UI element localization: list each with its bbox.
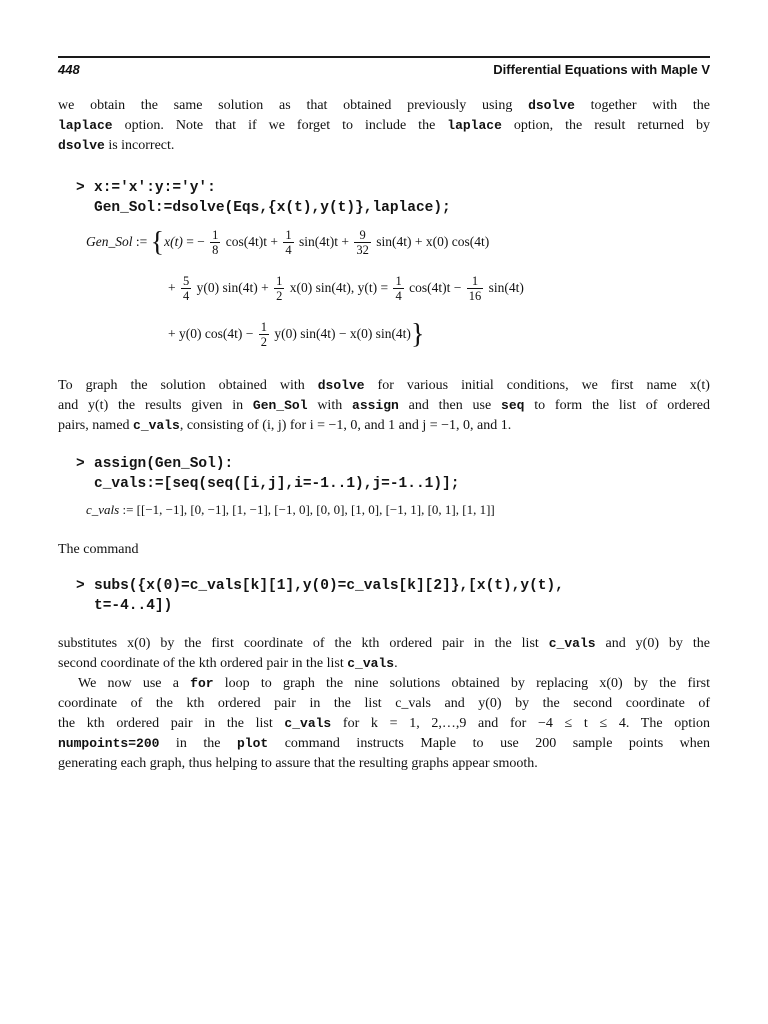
text-run: and y(0) by the <box>595 636 710 651</box>
fraction <box>283 228 293 258</box>
text-line: generating each graph, thus helping to assure that the resulting graphs appear smooth. <box>58 756 538 771</box>
command-line: subs({x(0)=c_vals[k][1],y(0)=c_vals[k][2]},[x(t),y(t), <box>94 578 564 594</box>
denominator: 2 <box>260 335 267 350</box>
text-line: coordinate of the kth ordered pair in the list c_vals and y(0) by the second coordinate of <box>58 696 710 711</box>
text-run: in the <box>159 736 237 751</box>
inline-code: c_vals <box>548 636 596 651</box>
numerator: 1 <box>395 274 402 288</box>
text-line <box>58 734 710 754</box>
gen-sol-row-1 <box>86 228 489 258</box>
paragraph-intro <box>58 96 710 156</box>
denominator: 4 <box>285 243 292 258</box>
text-run: for k = 1, 2,…,9 and for −4 ≤ t ≤ 4. The option <box>331 716 711 731</box>
text-run: second coordinate of the kth ordered pair in the list <box>58 656 348 671</box>
maple-prompt: > <box>76 456 85 472</box>
numerator: 1 <box>471 274 479 288</box>
numerator: 9 <box>359 228 366 242</box>
denominator: 4 <box>395 289 402 304</box>
running-title: Differential Equations with Maple V <box>493 62 710 77</box>
numerator: 1 <box>276 274 283 288</box>
command-line: Gen_Sol:=dsolve(Eqs,{x(t),y(t)},laplace); <box>94 200 451 216</box>
output-lhs: c_vals <box>86 502 120 517</box>
text-run: is incorrect. <box>104 138 175 153</box>
text-run: together with the <box>574 98 710 113</box>
close-brace: } <box>410 318 425 350</box>
text-run: option. Note that if we forget to include the <box>112 118 448 133</box>
text-run: command instructs Maple to use 200 sample points when <box>268 736 710 751</box>
text-line <box>58 634 710 654</box>
gen-sol-row-2 <box>168 274 524 304</box>
command-line: assign(Gen_Sol): <box>94 456 234 472</box>
inline-code: plot <box>236 736 269 751</box>
maple-prompt: > <box>76 180 85 196</box>
text-line <box>58 654 710 674</box>
math-term: sin(4t) + x(0) cos(4t) <box>376 233 490 249</box>
paragraph-graph-solution <box>58 376 710 436</box>
text-line <box>58 376 710 396</box>
inline-code: dsolve <box>58 138 105 153</box>
fraction <box>181 274 191 304</box>
math-term: + <box>168 279 176 295</box>
output-lhs: Gen_Sol <box>86 233 133 249</box>
maple-command-1 <box>76 178 451 218</box>
numerator: 1 <box>285 228 292 242</box>
command-line: c_vals:=[seq(seq([i,j],i=-1..1),j=-1..1)]; <box>94 476 460 492</box>
denominator: 32 <box>356 243 369 258</box>
text-run: the kth ordered pair in the list <box>58 716 285 731</box>
math-term: = − <box>182 233 205 249</box>
text-line <box>58 116 710 136</box>
fraction <box>259 320 269 350</box>
text-run: . <box>394 656 398 671</box>
inline-code: c_vals <box>347 656 395 671</box>
text-line <box>58 396 710 416</box>
math-term: cos(4t)t − <box>409 279 462 295</box>
text-run: loop to graph the nine solutions obtained by replacing x(0) by the first <box>213 676 710 691</box>
text-run: To graph the solution obtained with <box>58 378 318 393</box>
output-rhs: := [[−1, −1], [0, −1], [1, −1], [−1, 0], [0, 0], [1, 0], [−1, 1], [0, 1], [1, 1]] <box>122 502 495 517</box>
inline-code: seq <box>501 398 525 413</box>
fraction <box>210 228 220 258</box>
inline-code: for <box>190 676 214 691</box>
inline-code: dsolve <box>317 378 365 393</box>
inline-code: Gen_Sol <box>252 398 308 413</box>
maple-command-2 <box>76 454 459 494</box>
math-term: y(0) sin(4t) − x(0) sin(4t) <box>274 325 411 341</box>
page-header <box>58 56 710 77</box>
inline-code: laplace <box>58 118 113 133</box>
assign-operator: := <box>135 233 148 249</box>
paragraph-the-command <box>58 540 710 560</box>
text-run: We now use a <box>78 676 191 691</box>
denominator: 16 <box>468 289 482 304</box>
text-line <box>58 674 710 694</box>
math-term: x(t) <box>164 233 183 249</box>
denominator: 4 <box>183 289 190 304</box>
text-run: and y(t) the results given in <box>58 398 253 413</box>
fraction <box>274 274 284 304</box>
fraction <box>354 228 371 258</box>
math-term: x(0) sin(4t), y(t) = <box>289 279 389 295</box>
command-line: x:='x':y:='y': <box>94 180 216 196</box>
gen-sol-row-3 <box>168 320 424 350</box>
math-term: sin(4t)t + <box>299 233 350 249</box>
text-run: with <box>307 398 353 413</box>
math-term: cos(4t)t + <box>225 233 279 249</box>
command-line: t=-4..4]) <box>94 598 173 614</box>
c-vals-output <box>86 502 495 518</box>
inline-code: c_vals <box>133 418 180 433</box>
open-brace: { <box>150 226 165 258</box>
text-run: option, the result returned by <box>501 118 710 133</box>
paragraph-substitutes <box>58 634 710 674</box>
math-term: + y(0) cos(4t) − <box>168 325 254 341</box>
text-run: and then use <box>398 398 502 413</box>
inline-code: numpoints=200 <box>58 736 160 751</box>
inline-code: c_vals <box>284 716 332 731</box>
text-line <box>58 714 710 734</box>
denominator: 2 <box>276 289 283 304</box>
page-number: 448 <box>58 62 80 77</box>
text-run: we obtain the same solution as that obtained previously using <box>58 98 529 113</box>
text-line <box>58 416 710 436</box>
denominator: 8 <box>212 243 219 258</box>
fraction <box>393 274 403 304</box>
text-run: , consisting of (i, j) for i = −1, 0, and 1 and j = −1, 0, and 1. <box>179 418 512 433</box>
maple-command-3 <box>76 576 564 616</box>
inline-code: laplace <box>447 118 502 133</box>
text-line <box>58 136 710 156</box>
fraction <box>467 274 484 304</box>
numerator: 1 <box>212 228 219 242</box>
paragraph-for-loop <box>58 674 710 774</box>
text-run: to form the list of ordered <box>524 398 710 413</box>
maple-prompt: > <box>76 578 85 594</box>
math-term: sin(4t) <box>488 279 524 295</box>
text-run: for various initial conditions, we first name x(t) <box>364 378 710 393</box>
inline-code: dsolve <box>528 98 575 113</box>
inline-code: assign <box>352 398 399 413</box>
text-line <box>58 96 710 116</box>
text-run: substitutes x(0) by the first coordinate of the kth ordered pair in the list <box>58 636 549 651</box>
math-term: y(0) sin(4t) + <box>196 279 269 295</box>
numerator: 5 <box>183 274 190 288</box>
text-run: pairs, named <box>58 418 134 433</box>
text-line: The command <box>58 542 139 557</box>
numerator: 1 <box>260 320 267 334</box>
